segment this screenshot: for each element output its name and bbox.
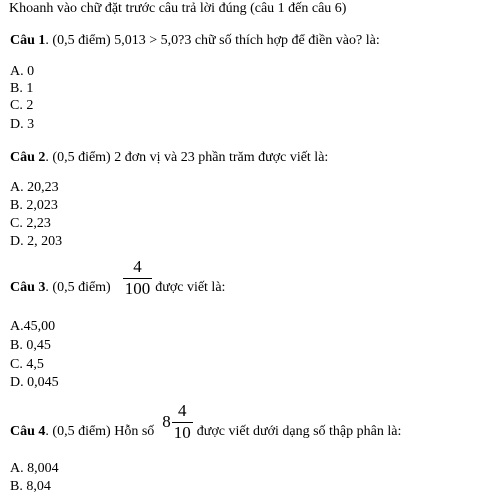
question-4-fraction <box>172 402 193 442</box>
question-3 <box>10 258 225 298</box>
question-4 <box>10 402 401 442</box>
question-3-numerator: 4 <box>133 257 142 276</box>
question-1-option-c[interactable]: C. 2 <box>10 98 34 113</box>
question-1 <box>10 33 380 49</box>
question-2-option-d[interactable]: D. 2, 203 <box>10 234 63 249</box>
question-3-option-a[interactable]: A.45,00 <box>10 319 56 334</box>
question-2-points: . (0,5 điểm) <box>45 150 115 165</box>
question-1-label: Câu 1 <box>10 33 46 48</box>
question-2-text: 2 đơn vị và 23 phần trăm được viết là: <box>114 150 329 165</box>
question-4-label: Câu 4 <box>10 424 46 439</box>
question-1-text: 5,013 > 5,0?3 chữ số thích hợp để điền vào? là: <box>114 33 380 48</box>
question-4-text: được viết dưới dạng số thập phân là: <box>196 424 402 439</box>
question-3-text: được viết là: <box>155 280 226 295</box>
question-4-option-a[interactable]: A. 8,004 <box>10 461 59 476</box>
instruction-text: Khoanh vào chữ đặt trước câu trả lời đúng (câu 1 đến câu 6) <box>9 1 347 16</box>
question-4-points: . (0,5 điểm) Hỗn số <box>45 424 155 439</box>
question-3-points: . (0,5 điểm) <box>45 280 111 295</box>
question-3-fraction <box>123 258 153 298</box>
question-4-mixed-number <box>162 402 193 442</box>
question-3-denominator: 100 <box>124 279 151 298</box>
question-2-option-b[interactable]: B. 2,023 <box>10 198 58 213</box>
question-2 <box>10 150 328 166</box>
question-4-numerator: 4 <box>178 401 187 420</box>
question-1-option-a[interactable]: A. 0 <box>10 64 35 79</box>
question-3-option-b[interactable]: B. 0,45 <box>10 338 51 353</box>
question-4-whole: 8 <box>162 412 171 431</box>
question-3-option-d[interactable]: D. 0,045 <box>10 375 59 390</box>
question-2-label: Câu 2 <box>10 150 46 165</box>
question-3-option-c[interactable]: C. 4,5 <box>10 357 44 372</box>
question-2-option-a[interactable]: A. 20,23 <box>10 180 59 195</box>
question-4-option-b[interactable]: B. 8,04 <box>10 479 51 494</box>
question-2-option-c[interactable]: C. 2,23 <box>10 216 51 231</box>
question-1-points: . (0,5 điểm) <box>45 33 115 48</box>
question-1-option-d[interactable]: D. 3 <box>10 117 35 132</box>
question-4-denominator: 10 <box>173 423 191 442</box>
question-1-option-b[interactable]: B. 1 <box>10 81 34 96</box>
question-3-label: Câu 3 <box>10 280 46 295</box>
